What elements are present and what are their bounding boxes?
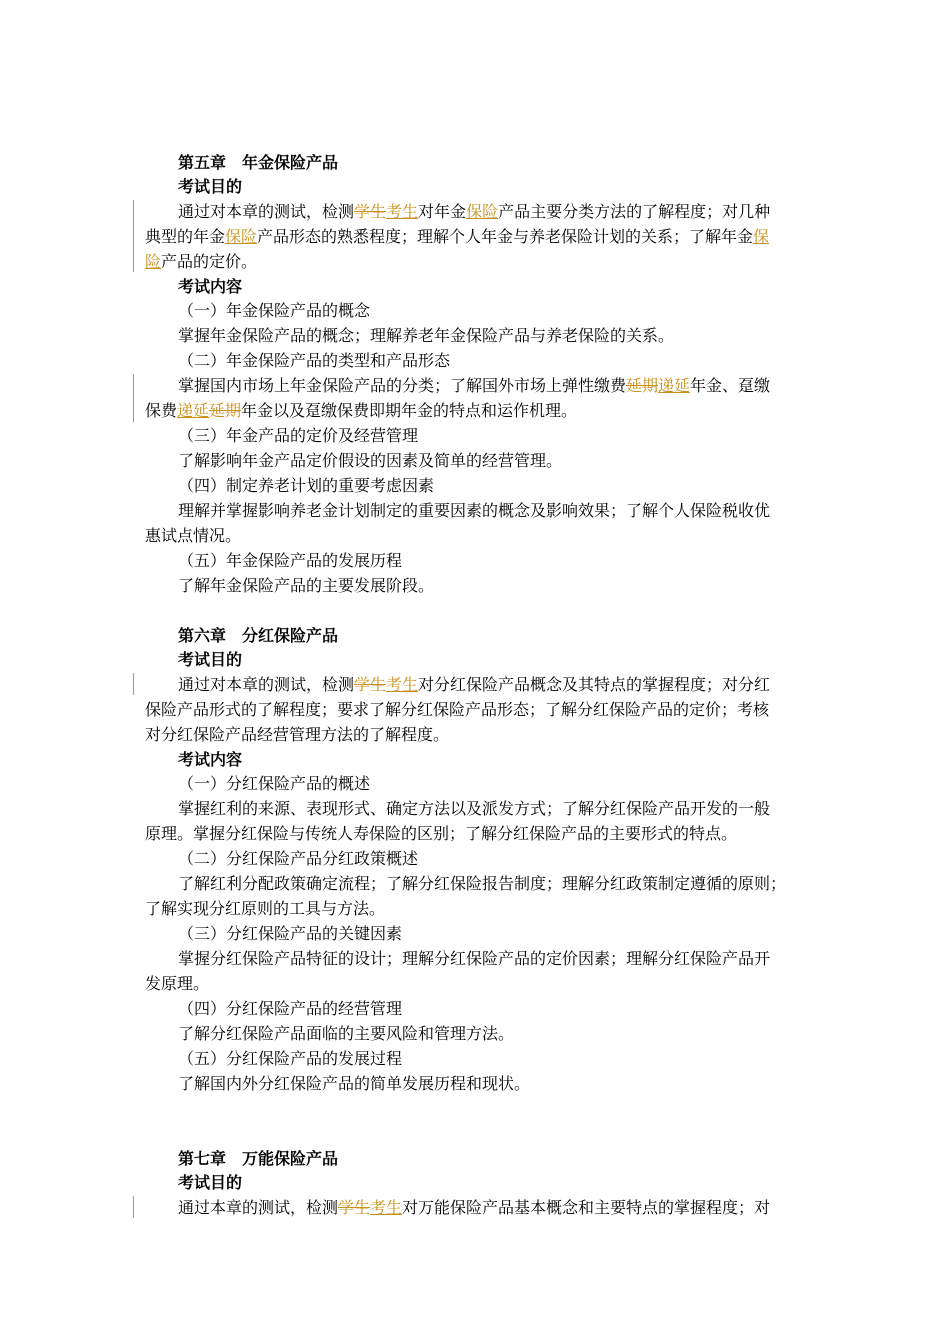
subsection-title: （五）分红保险产品的发展过程: [178, 1049, 403, 1068]
paragraph-line: 了解年金保险产品的主要发展阶段。: [178, 576, 435, 595]
change-bar: [133, 200, 134, 272]
inserted-text: 递延: [177, 401, 210, 420]
change-bar: [133, 673, 134, 695]
paragraph-line: 惠试点情况。: [145, 526, 242, 545]
subsection-title: （一）年金保险产品的概念: [178, 301, 371, 320]
deleted-text: 学生: [338, 1198, 371, 1217]
inserted-text: 考生: [386, 202, 419, 221]
subsection-title: （二）分红保险产品分红政策概述: [178, 849, 419, 868]
inserted-text: 险: [145, 252, 162, 271]
chapter-title: 第五章 年金保险产品: [178, 153, 339, 172]
paragraph-line: 了解国内外分红保险产品的简单发展历程和现状。: [178, 1074, 531, 1093]
inserted-text: 保: [753, 227, 770, 246]
paragraph-line: 了解影响年金产品定价假设的因素及简单的经营管理。: [178, 451, 563, 470]
change-bar: [133, 374, 134, 422]
subsection-title: （三）分红保险产品的关键因素: [178, 924, 403, 943]
paragraph-line: 原理。掌握分红保险与传统人寿保险的区别；了解分红保险产品的主要形式的特点。: [145, 824, 738, 843]
paragraph-line: 通过本章的测试，检测学生考生对万能保险产品基本概念和主要特点的掌握程度；对: [178, 1198, 771, 1217]
paragraph-line: 险产品的定价。: [145, 252, 258, 271]
section-heading: 考试目的: [178, 177, 243, 196]
paragraph-line: 保费递延延期年金以及趸缴保费即期年金的特点和运作机理。: [145, 401, 578, 420]
paragraph-line: 对分红保险产品经营管理方法的了解程度。: [145, 725, 450, 744]
subsection-title: （二）年金保险产品的类型和产品形态: [178, 351, 451, 370]
paragraph-line: 了解分红保险产品面临的主要风险和管理方法。: [178, 1024, 515, 1043]
subsection-title: （四）制定养老计划的重要考虑因素: [178, 476, 435, 495]
inserted-text: 保险: [466, 202, 499, 221]
section-heading: 考试目的: [178, 650, 243, 669]
chapter-title: 第六章 分红保险产品: [178, 626, 339, 645]
inserted-text: 递延: [658, 376, 691, 395]
paragraph-line: 掌握年金保险产品的概念；理解养老年金保险产品与养老保险的关系。: [178, 326, 675, 345]
inserted-text: 考生: [386, 675, 419, 694]
subsection-title: （三）年金产品的定价及经营管理: [178, 426, 419, 445]
chapter-title: 第七章 万能保险产品: [178, 1149, 339, 1168]
paragraph-line: 理解并掌握影响养老金计划制定的重要因素的概念及影响效果；了解个人保险税收优: [178, 501, 771, 520]
paragraph-line: 了解实现分红原则的工具与方法。: [145, 899, 386, 918]
inserted-text: 保险: [225, 227, 258, 246]
paragraph-line: 通过对本章的测试，检测学生考生对年金保险产品主要分类方法的了解程度；对几种: [178, 202, 771, 221]
subsection-title: （四）分红保险产品的经营管理: [178, 999, 403, 1018]
section-heading: 考试内容: [178, 750, 243, 769]
deleted-text: 学生: [354, 202, 387, 221]
paragraph-line: 掌握国内市场上年金保险产品的分类；了解国外市场上弹性缴费延期递延年金、趸缴: [178, 376, 771, 395]
paragraph-line: 保险产品形式的了解程度；要求了解分红保险产品形态；了解分红保险产品的定价；考核: [145, 700, 770, 719]
deleted-text: 延期: [626, 376, 659, 395]
section-heading: 考试目的: [178, 1173, 243, 1192]
deleted-text: 学生: [354, 675, 387, 694]
paragraph-line: 发原理。: [145, 974, 210, 993]
paragraph-line: 了解红利分配政策确定流程；了解分红保险报告制度；理解分红政策制定遵循的原则；: [178, 874, 787, 893]
inserted-text: 考生: [370, 1198, 403, 1217]
subsection-title: （一）分红保险产品的概述: [178, 774, 371, 793]
paragraph-line: 典型的年金保险产品形态的熟悉程度；理解个人年金与养老保险计划的关系；了解年金保: [145, 227, 770, 246]
subsection-title: （五）年金保险产品的发展历程: [178, 551, 403, 570]
paragraph-line: 掌握分红保险产品特征的设计；理解分红保险产品的定价因素；理解分红保险产品开: [178, 949, 771, 968]
change-bar: [133, 1196, 134, 1218]
section-heading: 考试内容: [178, 277, 243, 296]
paragraph-line: 掌握红利的来源、表现形式、确定方法以及派发方式；了解分红保险产品开发的一般: [178, 799, 771, 818]
paragraph-line: 通过对本章的测试，检测学生考生对分红保险产品概念及其特点的掌握程度；对分红: [178, 675, 771, 694]
deleted-text: 延期: [209, 401, 242, 420]
